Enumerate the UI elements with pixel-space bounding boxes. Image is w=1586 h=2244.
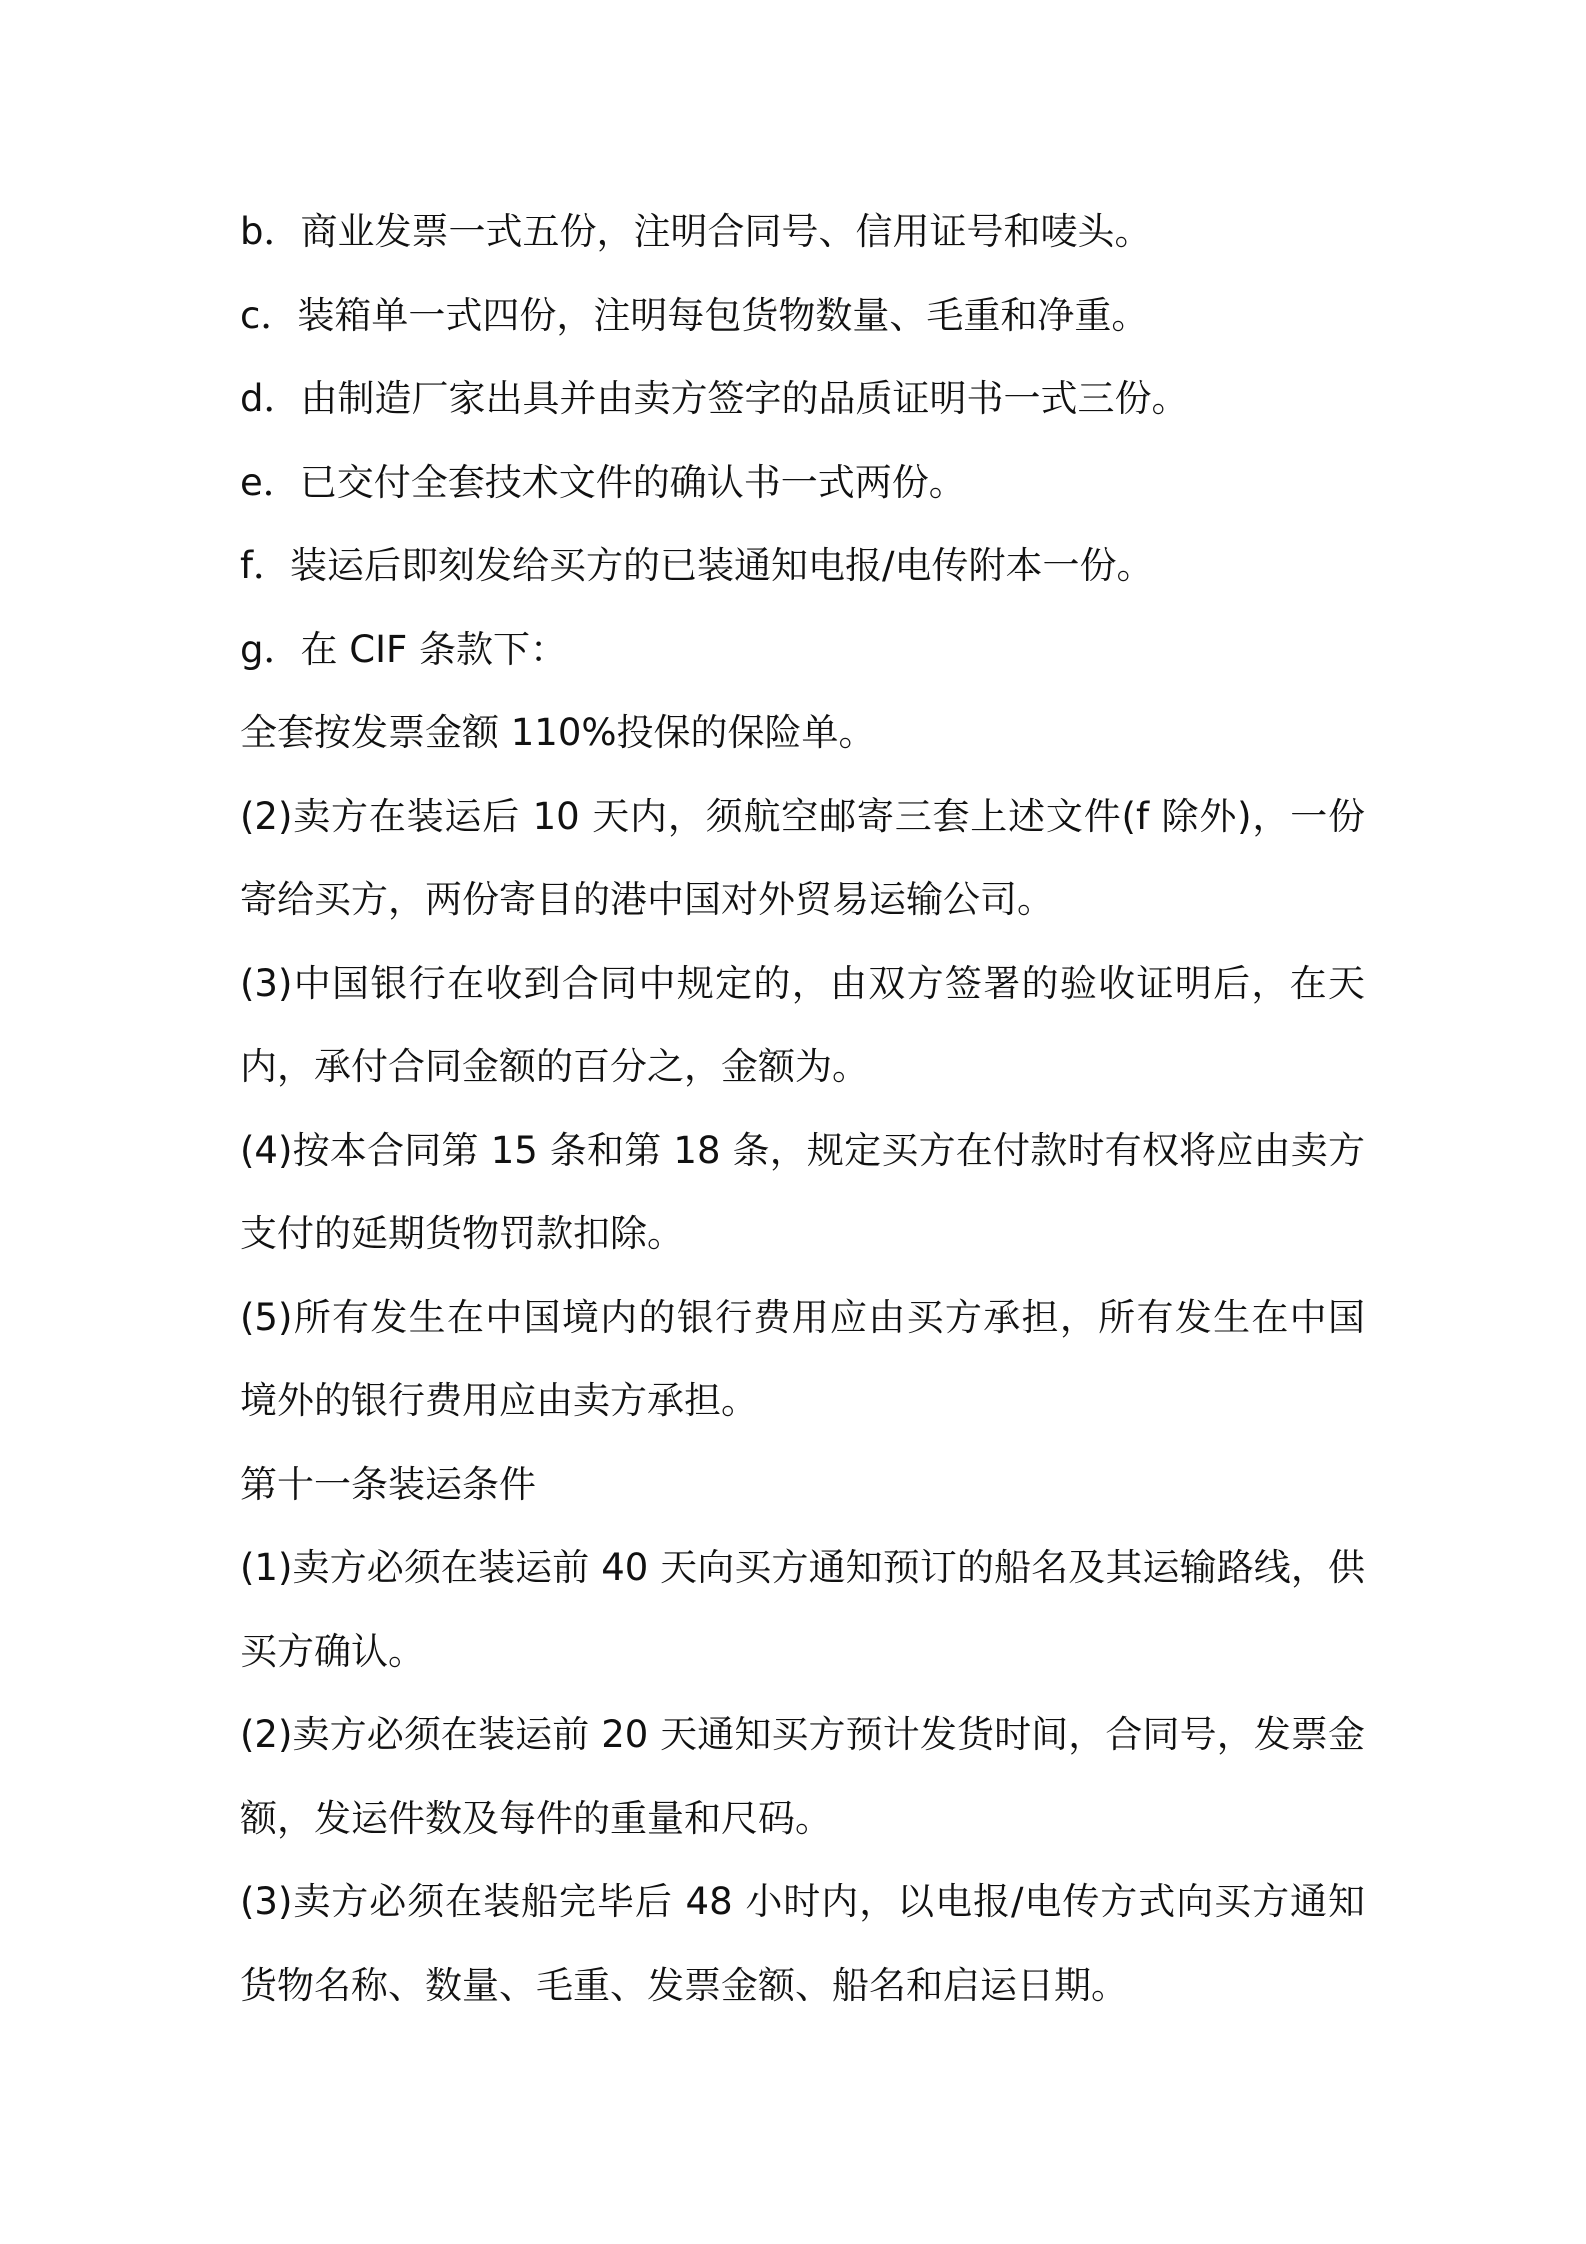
paragraph-clause-4: (4)按本合同第 15 条和第 18 条，规定买方在付款时有权将应由卖方支付的延期货物罚款扣除。 — [240, 1128, 1365, 1255]
paragraph-clause-5: (5)所有发生在中国境内的银行费用应由买方承担，所有发生在中国境外的银行费用应由卖方承担。 — [240, 1295, 1365, 1422]
paragraph-item-f: f．装运后即刻发给买方的已装通知电报/电传附本一份。 — [240, 544, 1154, 587]
paragraph-item-b: b．商业发票一式五份，注明合同号、信用证号和唛头。 — [240, 210, 1152, 253]
paragraph-insurance-policy: 全套按发票金额 110%投保的保险单。 — [240, 711, 876, 754]
paragraph-item-e: e．已交付全套技术文件的确认书一式两份。 — [240, 460, 966, 504]
paragraph-shipping-2: (2)卖方必须在装运前 20 天通知买方预计发货时间，合同号，发票金额，发运件数及每件的重量和尺码。 — [240, 1713, 1365, 1840]
paragraph-clause-3: (3)中国银行在收到合同中规定的，由双方签署的验收证明后，在天内，承付合同金额的百分之，金额为。 — [240, 961, 1365, 1088]
paragraph-item-c: c．装箱单一式四份，注明每包货物数量、毛重和净重。 — [240, 293, 1149, 337]
section-heading-article-11: 第十一条装运条件 — [240, 1462, 536, 1506]
paragraph-item-g: g．在 CIF 条款下： — [240, 627, 568, 671]
paragraph-item-d: d．由制造厂家出具并由卖方签字的品质证明书一式三份。 — [240, 377, 1189, 420]
document-body — [240, 190, 1365, 2027]
paragraph-clause-2: (2)卖方在装运后 10 天内，须航空邮寄三套上述文件(f 除外)，一份寄给买方，两份寄目的港中国对外贸易运输公司。 — [240, 794, 1365, 921]
paragraph-shipping-1: (1)卖方必须在装运前 40 天向买方通知预订的船名及其运输路线，供买方确认。 — [240, 1546, 1365, 1673]
paragraph-shipping-3: (3)卖方必须在装船完毕后 48 小时内，以电报/电传方式向买方通知货物名称、数量、毛重、发票金额、船名和启运日期。 — [240, 1880, 1365, 2007]
